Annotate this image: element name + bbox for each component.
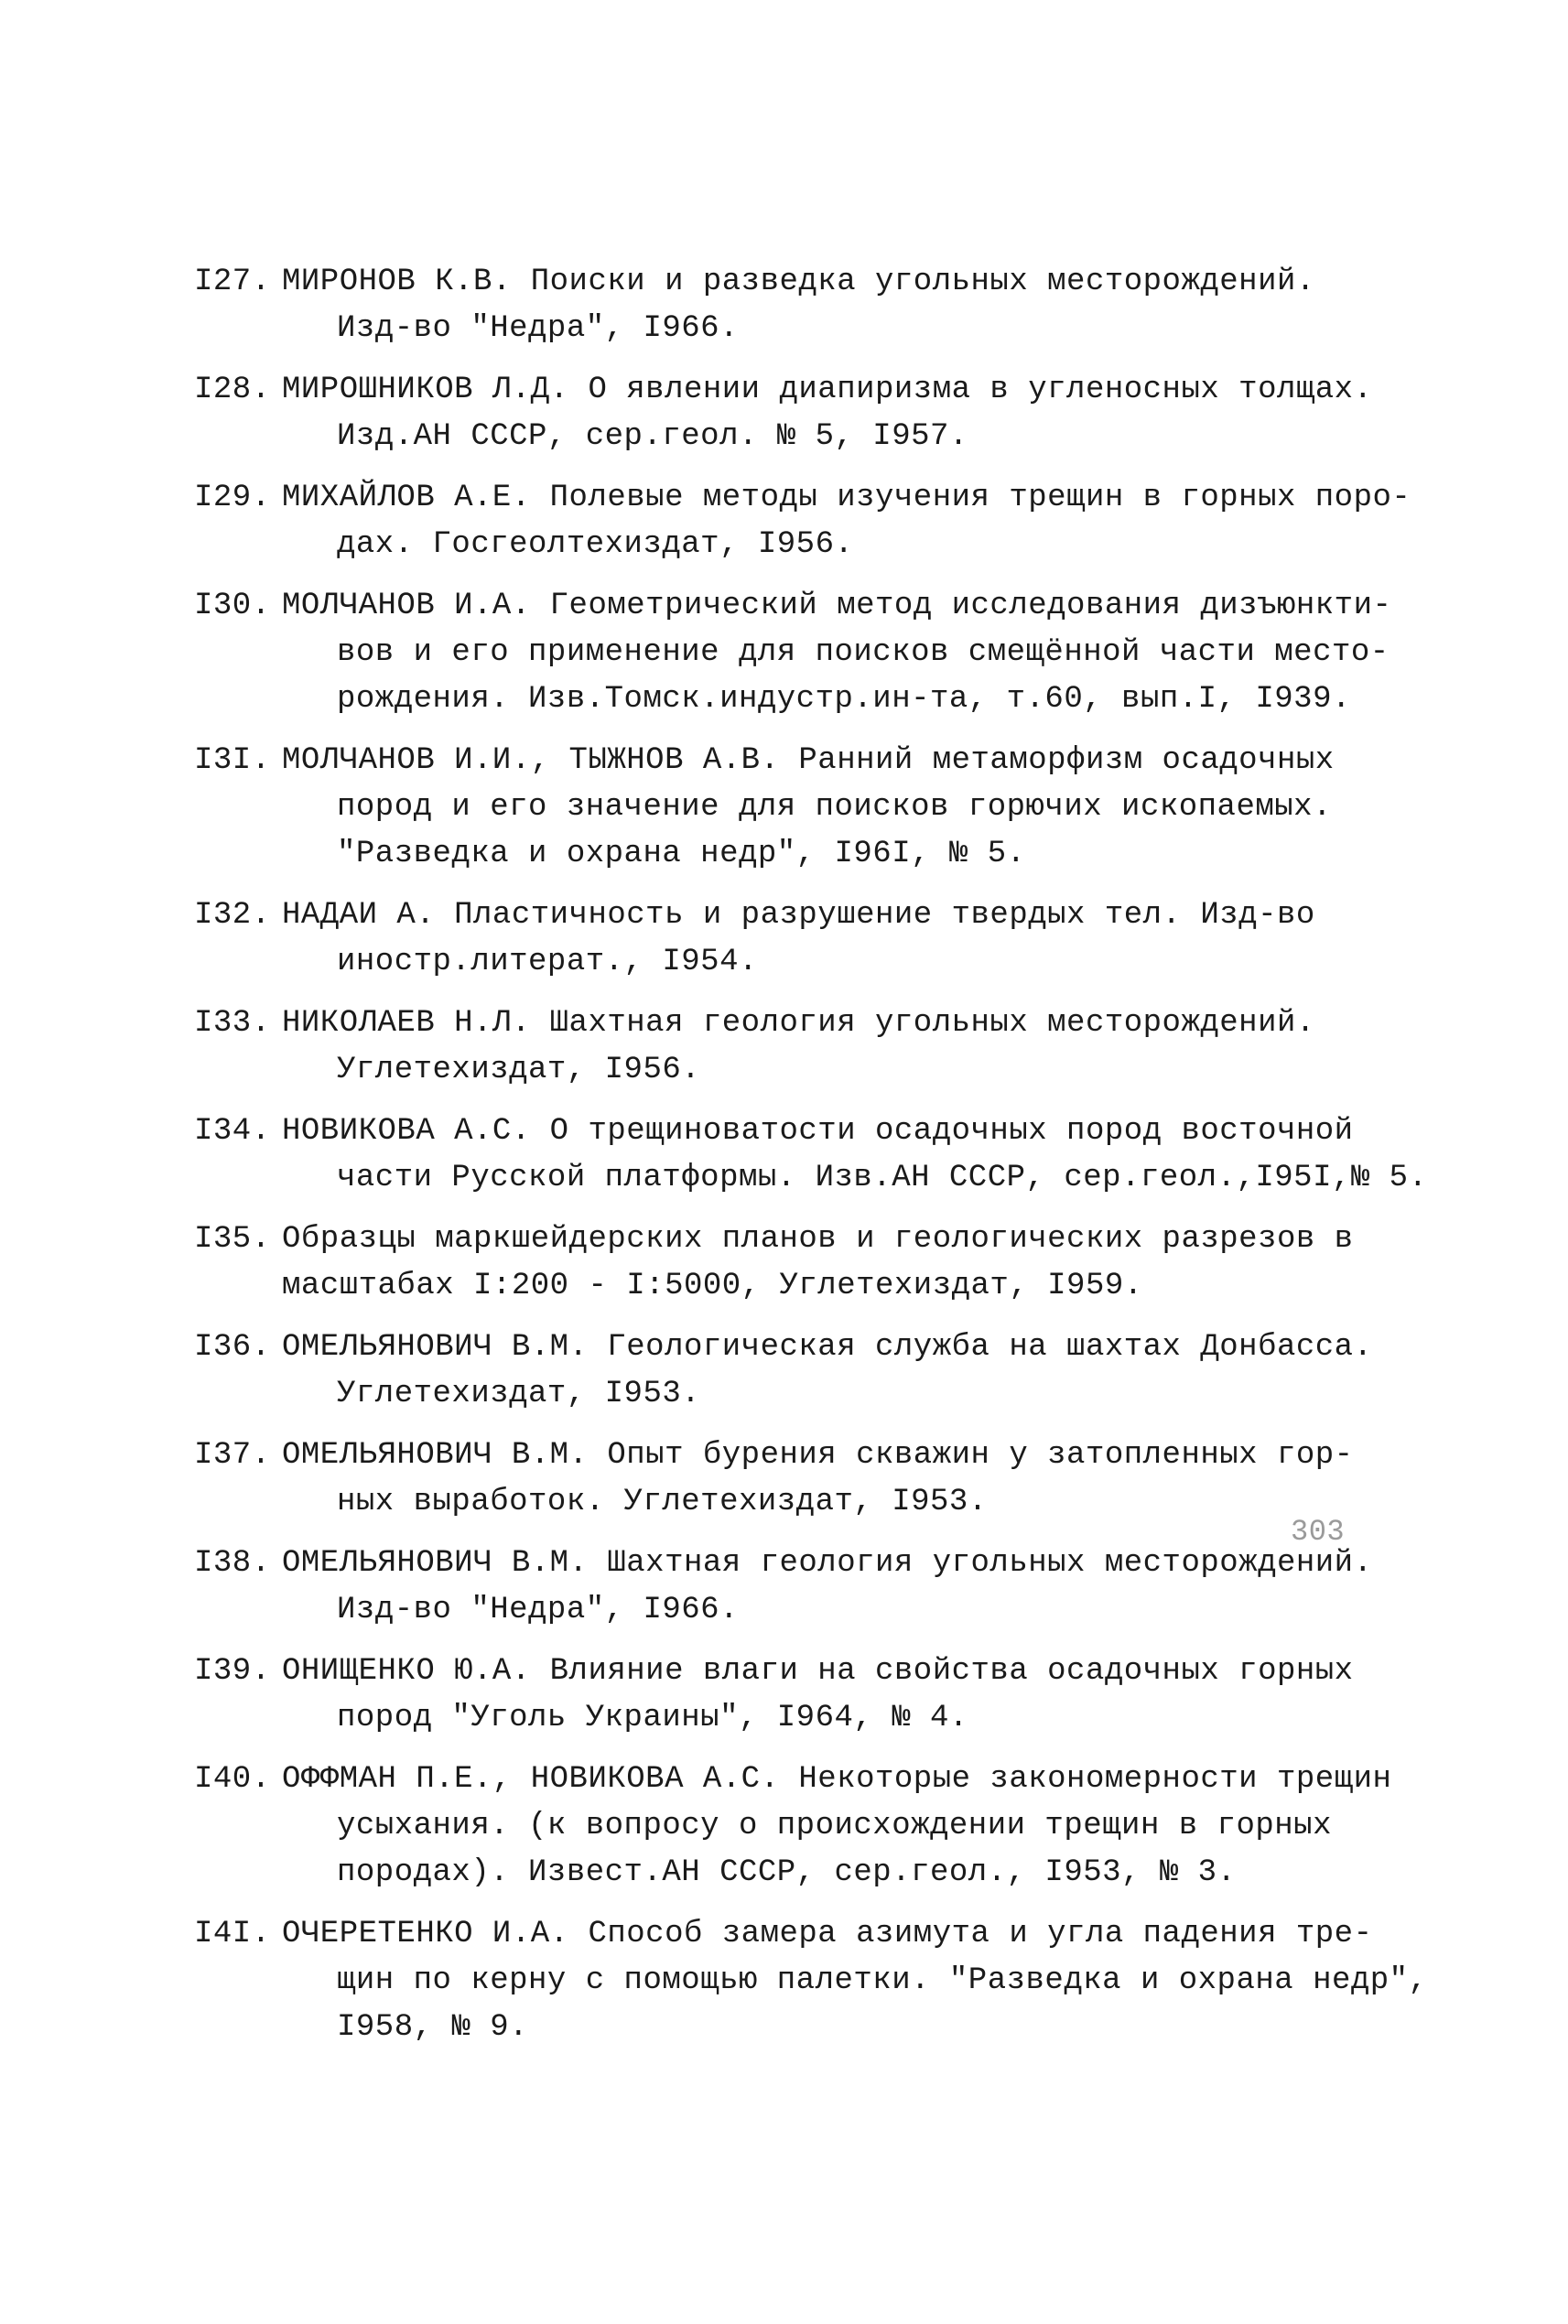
reference-item	[194, 1324, 1421, 1418]
reference-text-line: ОМЕЛЬЯНОВИЧ В.М. Шахтная геология угольных месторождений.	[282, 1546, 1373, 1581]
reference-text-line: Изд-во "Недра", I966.	[337, 311, 739, 346]
reference-number: I34.	[194, 1114, 271, 1149]
reference-item	[194, 1757, 1421, 1897]
reference-number: I4I.	[194, 1917, 271, 1951]
reference-text-line: МИХАЙЛОВ А.Е. Полевые методы изучения трещин в горных поро-	[282, 481, 1411, 515]
reference-text-line: Углетехиздат, I953.	[337, 1377, 701, 1411]
reference-item	[194, 1216, 1421, 1310]
reference-item	[194, 1432, 1421, 1526]
reference-text-line: пород и его значение для поисков горючих ископаемых.	[337, 790, 1332, 825]
reference-item	[194, 1911, 1428, 2051]
reference-number: I30.	[194, 589, 271, 623]
reference-item	[194, 583, 1421, 723]
reference-item	[194, 892, 1421, 986]
reference-text-line: дах. Госгеолтехиздат, I956.	[337, 527, 854, 562]
reference-text-line: НАДАИ А. Пластичность и разрушение твердых тел. Изд-во	[282, 898, 1315, 933]
reference-text-line: ОНИЩЕНКО Ю.А. Влияние влаги на свойства осадочных горных	[282, 1654, 1354, 1689]
reference-number: I40.	[194, 1762, 271, 1797]
reference-text-line: НОВИКОВА А.С. О трещиноватости осадочных пород восточной	[282, 1114, 1354, 1149]
reference-text-line: "Разведка и охрана недр", I96I, № 5.	[337, 837, 1026, 871]
reference-item	[194, 1648, 1421, 1742]
reference-text-line: щин по керну с помощью палетки. "Разведка и охрана недр",	[337, 1963, 1428, 1998]
reference-text-line: масштабах I:200 - I:5000, Углетехиздат, I959.	[282, 1269, 1143, 1303]
reference-number: I29.	[194, 481, 271, 515]
reference-text-line: части Русской платформы. Изв.АН СССР, сер.геол.,I95I,№ 5.	[337, 1161, 1428, 1195]
reference-text-line: МИРОШНИКОВ Л.Д. О явлении диапиризма в угленосных толщах.	[282, 373, 1373, 407]
reference-number: I32.	[194, 898, 271, 933]
reference-text-line: пород "Уголь Украины", I964, № 4.	[337, 1701, 968, 1735]
reference-list	[194, 259, 1428, 2066]
page-number: 303	[1291, 1515, 1346, 1549]
reference-text-line: рождения. Изв.Томск.индустр.ин-та, т.60, вып.I, I939.	[337, 682, 1351, 717]
reference-text-line: Изд.АН СССР, сер.геол. № 5, I957.	[337, 419, 968, 454]
reference-text-line: ОФФМАН П.Е., НОВИКОВА А.С. Некоторые закономерности трещин	[282, 1762, 1392, 1797]
reference-text-line: I958, № 9.	[337, 2010, 529, 2045]
reference-item	[194, 738, 1421, 878]
reference-text-line: НИКОЛАЕВ Н.Л. Шахтная геология угольных месторождений.	[282, 1006, 1315, 1041]
reference-item	[194, 475, 1421, 568]
reference-number: I35.	[194, 1222, 271, 1257]
reference-text-line: иностр.литерат., I954.	[337, 945, 758, 979]
reference-text-line: ОЧЕРЕТЕНКО И.А. Способ замера азимута и угла падения тре-	[282, 1917, 1373, 1951]
reference-text-line: Углетехиздат, I956.	[337, 1053, 701, 1087]
reference-text-line: ОМЕЛЬЯНОВИЧ В.М. Опыт бурения скважин у затопленных гор-	[282, 1438, 1354, 1473]
reference-text-line: МИРОНОВ К.В. Поиски и разведка угольных месторождений.	[282, 265, 1315, 299]
reference-number: I38.	[194, 1546, 271, 1581]
reference-item	[194, 1000, 1421, 1094]
reference-text-line: МОЛЧАНОВ И.И., ТЫЖНОВ А.В. Ранний метаморфизм осадочных	[282, 743, 1335, 778]
reference-item	[194, 1108, 1428, 1202]
reference-text-line: ных выработок. Углетехиздат, I953.	[337, 1485, 988, 1519]
reference-item	[194, 367, 1421, 460]
reference-number: I28.	[194, 373, 271, 407]
reference-number: I36.	[194, 1330, 271, 1365]
reference-text-line: Изд-во "Недра", I966.	[337, 1593, 739, 1627]
reference-text-line: Образцы маркшейдерских планов и геологических разрезов в	[282, 1222, 1354, 1257]
reference-text-line: породах). Извест.АН СССР, сер.геол., I953, № 3.	[337, 1855, 1237, 1890]
reference-text-line: усыхания. (к вопросу о происхождении трещин в горных	[337, 1809, 1332, 1843]
reference-number: I37.	[194, 1438, 271, 1473]
reference-text-line: вов и его применение для поисков смещённой части место-	[337, 635, 1390, 670]
reference-number: I39.	[194, 1654, 271, 1689]
reference-item	[194, 259, 1421, 352]
reference-text-line: МОЛЧАНОВ И.А. Геометрический метод исследования дизъюнкти-	[282, 589, 1392, 623]
reference-text-line: ОМЕЛЬЯНОВИЧ В.М. Геологическая служба на шахтах Донбасса.	[282, 1330, 1373, 1365]
reference-item	[194, 1540, 1421, 1634]
reference-number: I27.	[194, 265, 271, 299]
reference-number: I3I.	[194, 743, 271, 778]
reference-number: I33.	[194, 1006, 271, 1041]
